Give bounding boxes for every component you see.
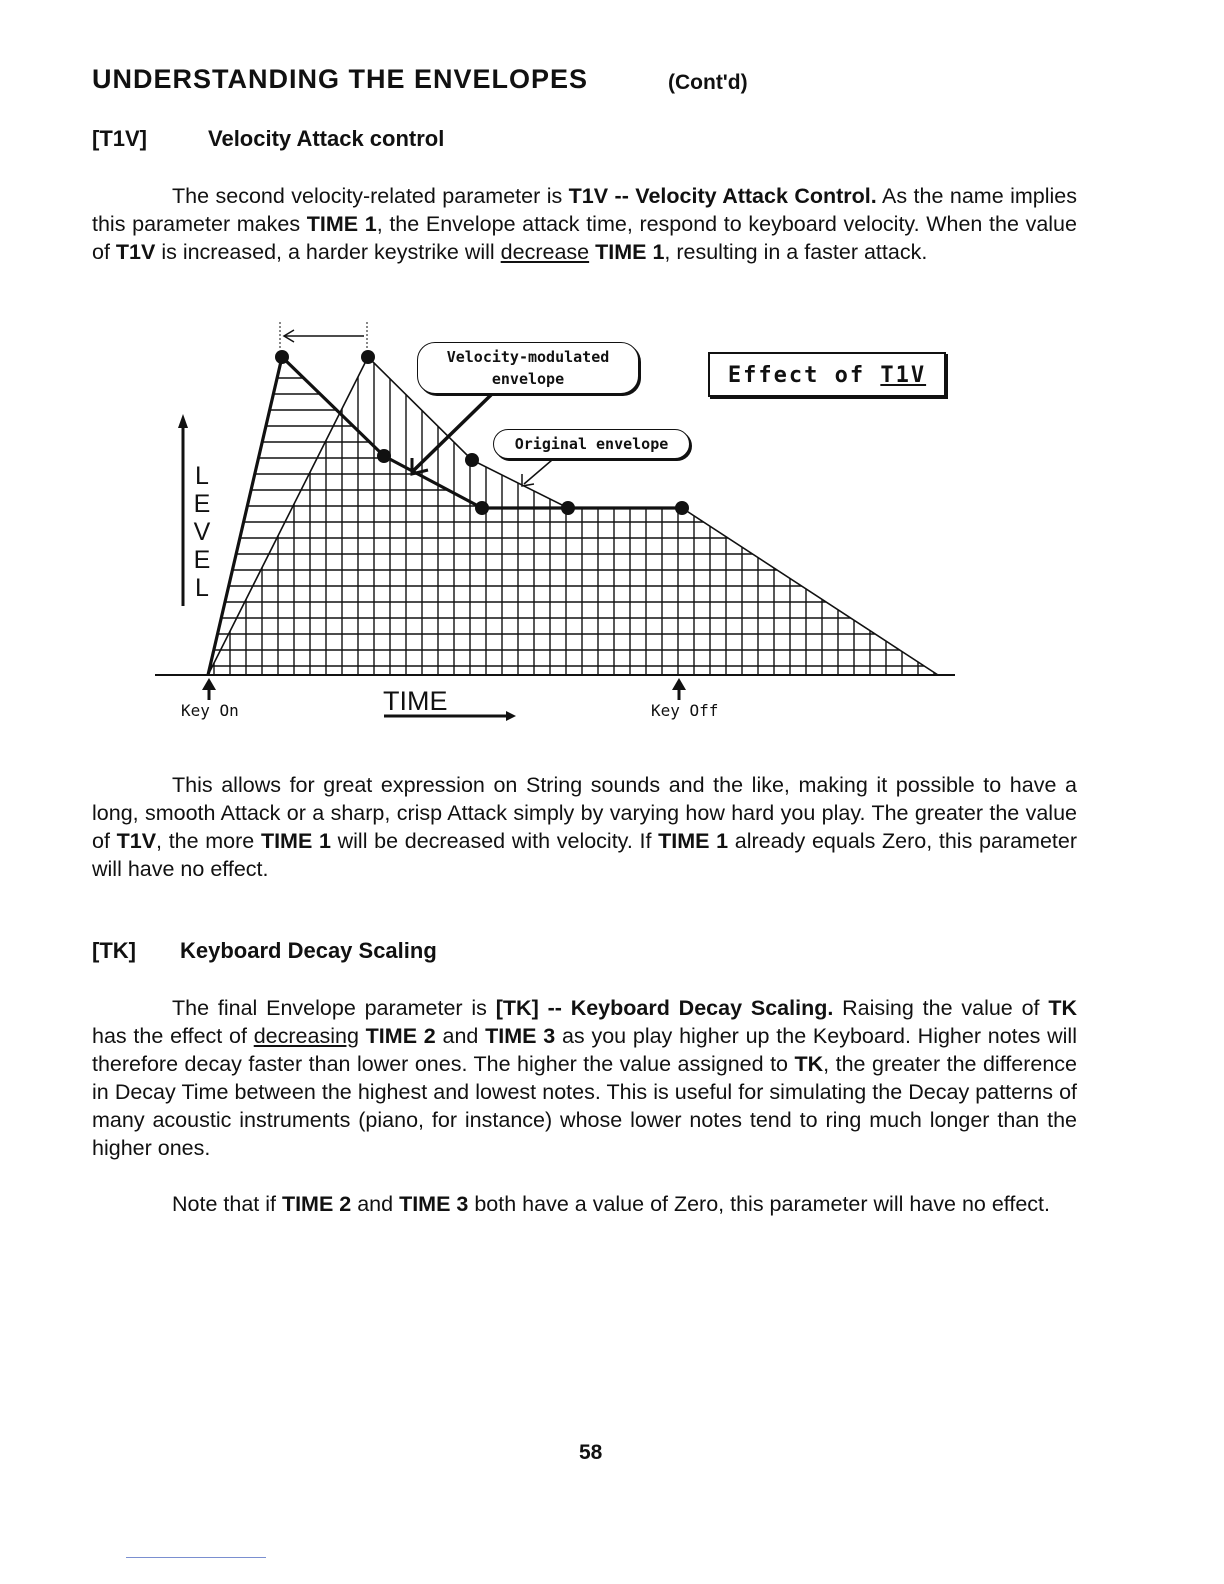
bold-run: TIME 1 xyxy=(260,829,331,853)
paragraph-t1v-intro xyxy=(92,182,1077,266)
callout-velocity-modulated xyxy=(417,342,639,394)
bold-run: T1V xyxy=(115,240,156,264)
arrow-up-icon xyxy=(672,678,686,690)
text-run: has the effect of xyxy=(92,1024,254,1048)
bold-run: TIME 1 xyxy=(306,212,377,236)
original-envelope-line xyxy=(208,357,938,675)
text-run: both have a value of Zero, this parameter will have no effect. xyxy=(468,1192,1050,1216)
level-letter: V xyxy=(193,518,211,546)
level-letter: E xyxy=(193,490,211,518)
effect-param: T1V xyxy=(880,363,927,388)
key-on-label: Key On xyxy=(181,701,239,720)
bold-run: TIME 2 xyxy=(365,1024,436,1048)
velocity-envelope-line xyxy=(208,357,682,675)
callout-velocity-line2: envelope xyxy=(491,370,565,388)
callout-velocity-pointer xyxy=(412,394,492,472)
bold-run: TK xyxy=(1048,996,1077,1020)
text-run xyxy=(359,1024,366,1048)
bold-run: TIME 1 xyxy=(658,829,729,853)
page-title-contd: (Cont'd) xyxy=(668,71,748,94)
breakpoint-dot xyxy=(561,501,575,515)
velocity-envelope-fill xyxy=(200,362,945,666)
page-number: 58 xyxy=(579,1441,603,1464)
paragraph-t1v-expression xyxy=(92,771,1077,883)
breakpoint-dot xyxy=(361,350,375,364)
page-title: UNDERSTANDING THE ENVELOPES xyxy=(92,64,589,94)
level-label xyxy=(192,462,212,602)
level-letter: L xyxy=(195,462,209,490)
time-label: TIME xyxy=(383,686,448,716)
breakpoint-dot xyxy=(377,449,391,463)
effect-label: Effect of xyxy=(727,363,881,388)
level-letter: L xyxy=(195,574,209,602)
bold-run: T1V xyxy=(116,829,157,853)
text-run: is increased, a harder keystrike will xyxy=(155,240,501,264)
footer-rule xyxy=(126,1557,266,1558)
section-title-keyboard-decay: Keyboard Decay Scaling xyxy=(180,938,437,963)
text-run: , the greater the difference in Decay Time between the highest and lowest notes. This is useful for simulating the Decay patterns of many acoustic instruments (piano, for instance) whose lower notes tend to ring much longer than the higher ones. xyxy=(92,1052,1077,1160)
text-run: will be decreased with velocity. If xyxy=(330,829,659,853)
text-run: Raising the value of xyxy=(833,996,1049,1020)
callout-original-pointer xyxy=(524,460,552,484)
text-run: This allows for great expression on String sounds and the like, making it possible to have a long, smooth Attack or a sharp, crisp Attack simply by varying how hard you play. The greater the value of xyxy=(92,773,1077,853)
paragraph-tk-note xyxy=(92,1190,1077,1218)
arrow-up-icon xyxy=(178,414,188,428)
breakpoint-dot xyxy=(475,501,489,515)
breakpoint-dot xyxy=(275,350,289,364)
arrow-up-icon xyxy=(202,678,216,690)
text-run: , the Envelope attack time, respond to keyboard velocity. When the value of xyxy=(92,212,1077,264)
text-run: Note that if xyxy=(172,1192,282,1216)
effect-of-t1v-box xyxy=(708,352,946,397)
level-letter: E xyxy=(193,546,211,574)
underlined-run: decreasing xyxy=(253,1024,359,1048)
text-run: The final Envelope parameter is xyxy=(172,996,496,1020)
bold-run: TIME 1 xyxy=(595,240,665,264)
bold-run: T1V -- Velocity Attack Control. xyxy=(568,184,877,208)
underlined-run: decrease xyxy=(500,240,590,264)
key-off-label: Key Off xyxy=(651,701,719,720)
text-run: , the more xyxy=(156,829,261,853)
text-run: , resulting in a faster attack. xyxy=(664,240,928,264)
bold-run: TIME 3 xyxy=(399,1192,469,1216)
arrow-right-icon xyxy=(506,711,516,721)
breakpoint-dot xyxy=(465,453,479,467)
section-code-t1v: [T1V] xyxy=(92,126,147,151)
section-title-velocity-attack: Velocity Attack control xyxy=(208,126,445,151)
text-run: The second velocity-related parameter is xyxy=(172,184,569,208)
callout-original-envelope: Original envelope xyxy=(493,429,690,459)
section-code-tk: [TK] xyxy=(92,938,136,963)
text-run: and xyxy=(351,1192,400,1216)
bold-run: TIME 2 xyxy=(281,1192,352,1216)
callout-velocity-line1: Velocity-modulated xyxy=(446,348,610,366)
text-run: As the name implies this parameter makes xyxy=(92,184,1077,236)
breakpoint-dot xyxy=(675,501,689,515)
paragraph-tk-intro xyxy=(92,994,1077,1162)
text-run: already equals Zero, this parameter will have no effect. xyxy=(92,829,1077,881)
text-run: and xyxy=(435,1024,486,1048)
bold-run: TIME 3 xyxy=(485,1024,556,1048)
bold-run: [TK] -- Keyboard Decay Scaling. xyxy=(495,996,834,1020)
bold-run: TK xyxy=(794,1052,824,1076)
text-run: as you play higher up the Keyboard. Higher notes will therefore decay faster than lower ones. The higher the value assigned to xyxy=(92,1024,1077,1076)
